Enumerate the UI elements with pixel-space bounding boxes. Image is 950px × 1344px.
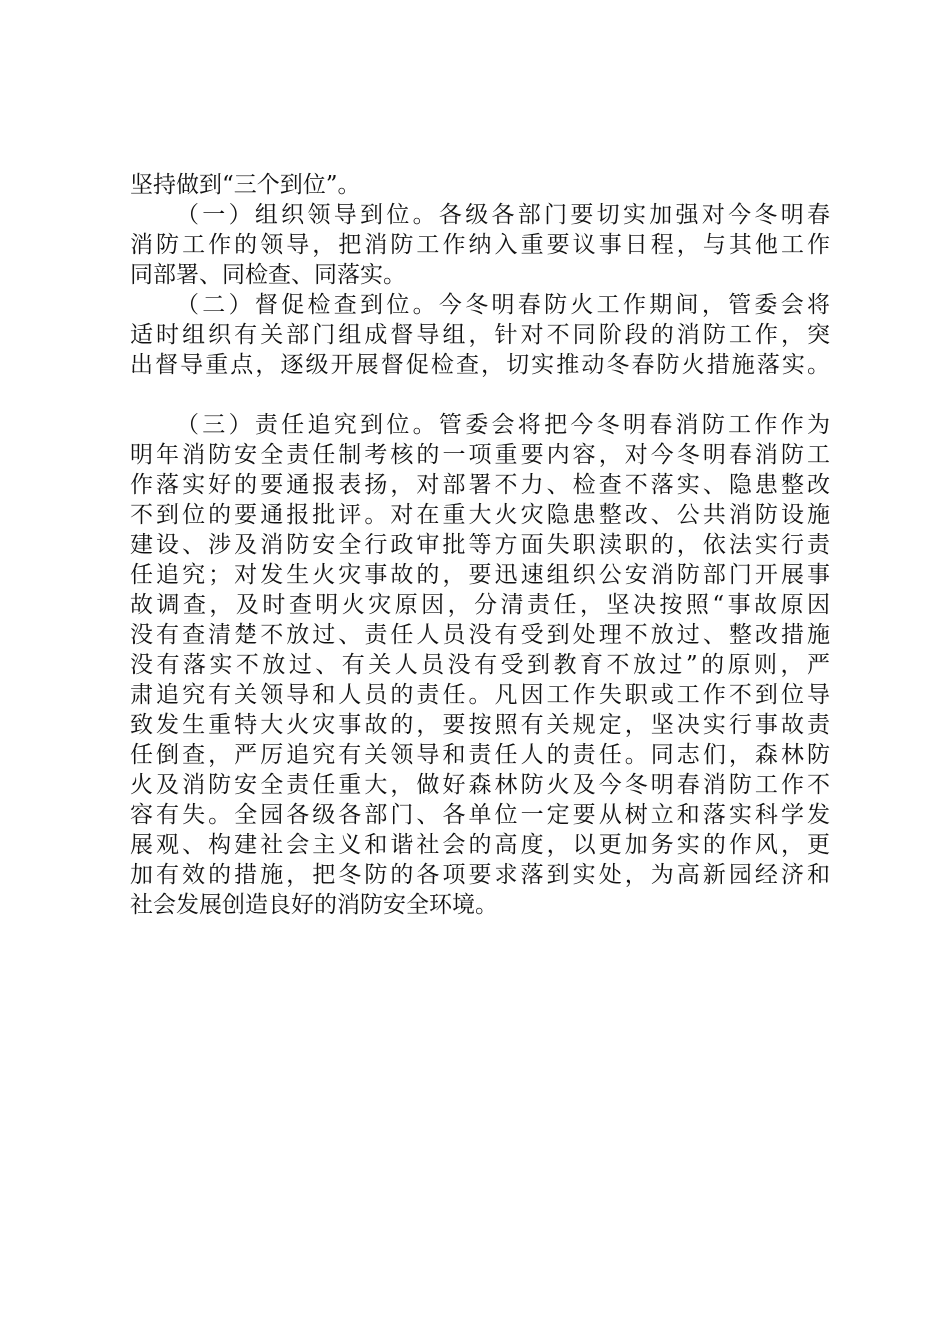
paragraph-line: 不到位的要通报批评。对在重大火灾隐患整改、公共消防设施 [130, 502, 830, 528]
paragraph-line: 同部署、同检查、同落实。 [130, 262, 406, 288]
paragraph-line: （二）督促检查到位。今冬明春防火工作期间，管委会将 [176, 292, 830, 318]
intro-line: 坚持做到“三个到位”。 [130, 172, 361, 198]
paragraph-line: （三）责任追究到位。管委会将把今冬明春消防工作作为 [176, 412, 830, 438]
paragraph-line: 建设、涉及消防安全行政审批等方面失职渎职的，依法实行责 [130, 532, 830, 558]
paragraph-line: 没有查清楚不放过、责任人员没有受到处理不放过、整改措施 [130, 622, 830, 648]
paragraph-line: 任追究；对发生火灾事故的，要迅速组织公安消防部门开展事 [130, 562, 830, 588]
paragraph-line: 故调查，及时查明火灾原因，分清责任，坚决按照“事故原因 [130, 592, 830, 618]
paragraph-supervision-inspection [130, 290, 830, 380]
paragraph-line: （一）组织领导到位。各级各部门要切实加强对今冬明春 [176, 202, 830, 228]
paragraph-line: 作落实好的要通报表扬，对部署不力、检查不落实、隐患整改 [130, 472, 830, 498]
paragraph-line: 展观、构建社会主义和谐社会的高度，以更加务实的作风，更 [130, 832, 830, 858]
paragraph-line: 容有失。全园各级各部门、各单位一定要从树立和落实科学发 [130, 802, 830, 828]
paragraph-spacer [130, 380, 830, 410]
paragraph-line: 肃追究有关领导和人员的责任。凡因工作失职或工作不到位导 [130, 682, 830, 708]
paragraph-line: 没有落实不放过、有关人员没有受到教育不放过”的原则，严 [130, 652, 830, 678]
paragraph-line: 致发生重特大火灾事故的，要按照有关规定，坚决实行事故责 [130, 712, 830, 738]
paragraph-line: 出督导重点，逐级开展督促检查，切实推动冬春防火措施落实。 [130, 352, 830, 378]
paragraph-line: 明年消防安全责任制考核的一项重要内容，对今冬明春消防工 [130, 442, 830, 468]
paragraph-line: 加有效的措施，把冬防的各项要求落到实处，为高新园经济和 [130, 862, 830, 888]
paragraph-line: 消防工作的领导，把消防工作纳入重要议事日程，与其他工作 [130, 232, 830, 258]
paragraph-line: 社会发展创造良好的消防安全环境。 [130, 892, 498, 918]
paragraph-line: 火及消防安全责任重大，做好森林防火及今冬明春消防工作不 [130, 772, 830, 798]
document-body [130, 170, 830, 920]
paragraph-organization-leadership [130, 200, 830, 290]
paragraph-line: 适时组织有关部门组成督导组，针对不同阶段的消防工作，突 [130, 322, 830, 348]
paragraph-line: 任倒查，严厉追究有关领导和责任人的责任。同志们，森林防 [130, 742, 830, 768]
paragraph-accountability [130, 410, 830, 920]
